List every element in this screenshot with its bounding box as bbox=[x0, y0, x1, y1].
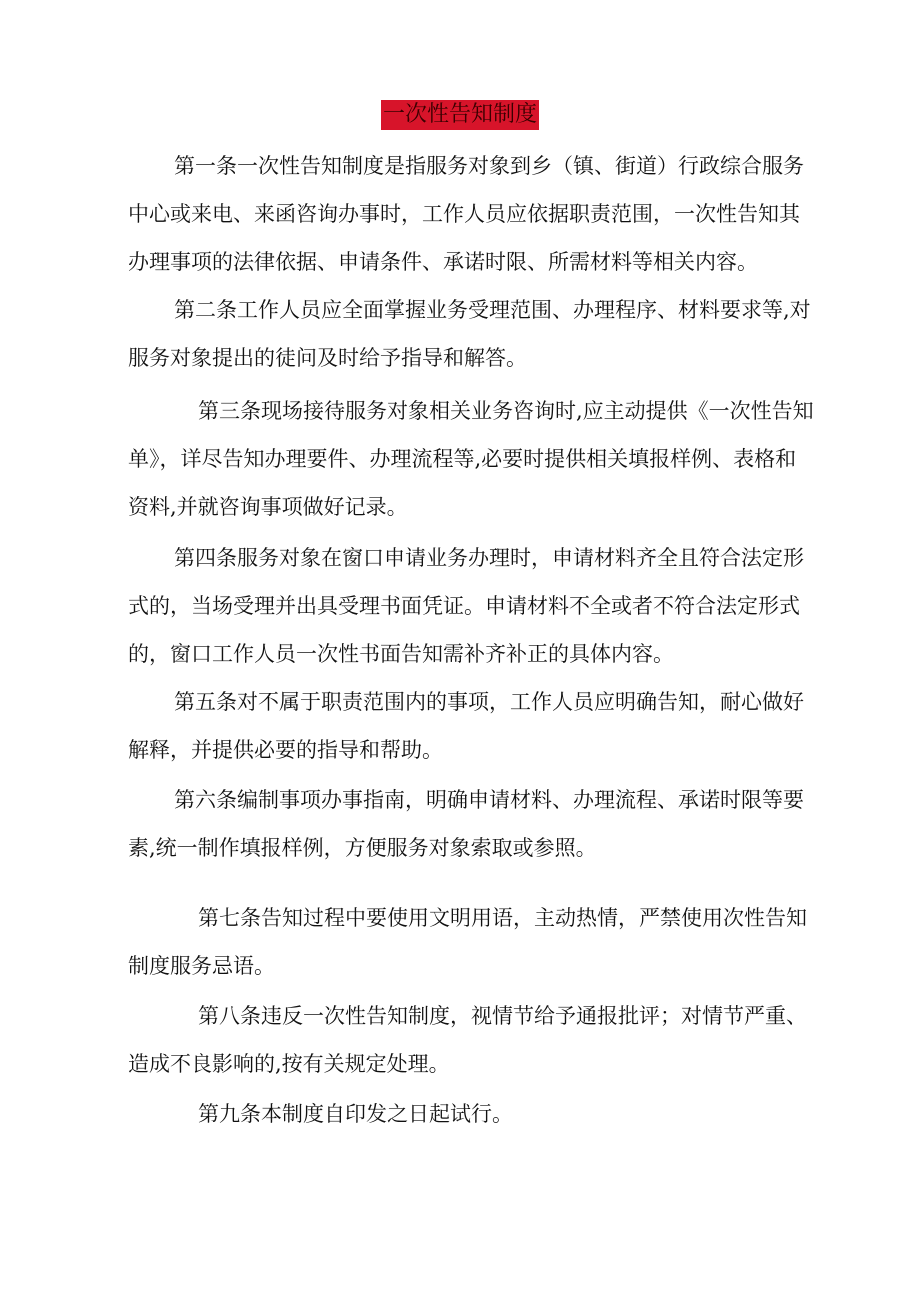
article-9 bbox=[128, 1090, 788, 1138]
article-5 bbox=[128, 678, 804, 774]
article-4-line-3: 的，窗口工作人员一次性书面告知需补齐补正的具体内容。 bbox=[128, 642, 674, 666]
article-7-line-2: 制度服务忌语。 bbox=[128, 954, 275, 978]
article-8-line-1: 第八条违反一次性告知制度，视情节给予通报批评；对情节严重、 bbox=[198, 1004, 807, 1028]
article-6 bbox=[128, 776, 804, 872]
title-container bbox=[0, 100, 920, 130]
article-1-line-2: 中心或来电、来函咨询办事时，工作人员应依据职责范围，一次性告知其 bbox=[128, 202, 800, 226]
article-9-line-1: 第九条本制度自印发之日起试行。 bbox=[198, 1102, 513, 1126]
article-6-line-1: 第六条编制事项办事指南，明确申请材料、办理流程、承诺时限等要 bbox=[174, 788, 804, 812]
article-3 bbox=[128, 387, 814, 531]
article-1 bbox=[128, 142, 804, 286]
article-4-line-2: 式的，当场受理并出具受理书面凭证。申请材料不全或者不符合法定形式 bbox=[128, 594, 800, 618]
article-3-line-3: 资料,并就咨询事项做好记录。 bbox=[128, 495, 408, 519]
article-3-line-2: 单》，详尽告知办理要件、办理流程等,必要时提供相关填报样例、表格和 bbox=[128, 447, 797, 471]
article-7-line-1: 第七条告知过程中要使用文明用语，主动热情，严禁使用次性告知 bbox=[198, 906, 807, 930]
article-5-line-1: 第五条对不属于职责范围内的事项，工作人员应明确告知，耐心做好 bbox=[174, 690, 804, 714]
article-2-line-1: 第二条工作人员应全面掌握业务受理范围、办理程序、材料要求等,对 bbox=[174, 298, 811, 322]
article-5-line-2: 解释，并提供必要的指导和帮助。 bbox=[128, 738, 443, 762]
article-3-line-1: 第三条现场接待服务对象相关业务咨询时,应主动提供《一次性告知 bbox=[198, 399, 814, 423]
article-2 bbox=[128, 286, 811, 382]
article-7 bbox=[128, 894, 807, 990]
article-1-line-1: 第一条一次性告知制度是指服务对象到乡（镇、街道）行政综合服务 bbox=[174, 154, 804, 178]
article-4-line-1: 第四条服务对象在窗口申请业务办理时，申请材料齐全且符合法定形 bbox=[174, 546, 804, 570]
document-title: 一次性告知制度 bbox=[381, 100, 539, 130]
article-4 bbox=[128, 534, 804, 678]
article-1-line-3: 办理事项的法律依据、申请条件、承诺时限、所需材料等相关内容。 bbox=[128, 250, 758, 274]
article-8-line-2: 造成不良影响的,按有关规定处理。 bbox=[128, 1052, 450, 1076]
article-6-line-2: 素,统一制作填报样例，方便服务对象索取或参照。 bbox=[128, 836, 597, 860]
article-8 bbox=[128, 992, 807, 1088]
article-2-line-2: 服务对象提出的徒问及时给予指导和解答。 bbox=[128, 346, 527, 370]
